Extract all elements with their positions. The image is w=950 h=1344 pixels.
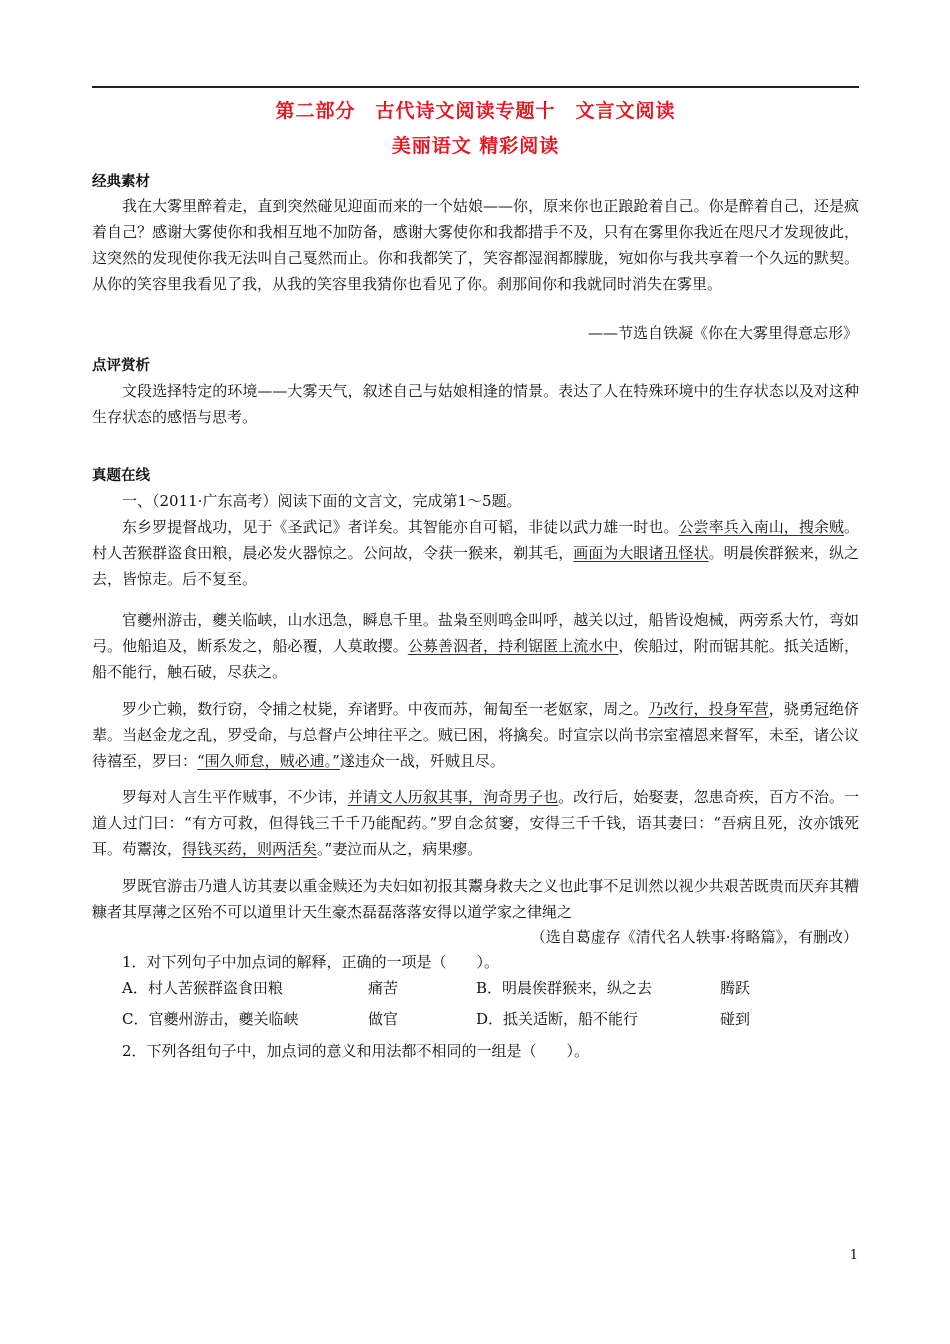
option-c-answer: 做官	[368, 1010, 399, 1028]
review-passage: 文段选择特定的环境——大雾天气，叙述自己与姑娘相逢的情景。表达了人在特殊环境中的生存状态以及对这种生存状态的感悟与思考。	[92, 382, 859, 426]
option-d: D．抵关适断，船不能行	[476, 1010, 639, 1028]
option-d-answer: 碰到	[720, 1010, 751, 1028]
page-number: 1	[849, 1248, 858, 1263]
option-b-answer: 腾跃	[720, 979, 751, 997]
passage-paragraph-1: 东乡罗提督战功，见于《圣武记》者详矣。其智能亦自可韬，非徒以武力雄一时也。公尝率兵入南山，搜余贼。村人苦猴群盗食田粮，晨必发火器惊之。公问故，令获一猴来，剃其毛，画面为大眼诸丑怪状。明晨俟群猴来，纵之去，皆惊走。后不复至。	[92, 518, 859, 588]
option-b: B．明晨俟群猴来，纵之去	[476, 979, 653, 997]
section-heading-review: 点评赏析	[92, 358, 150, 374]
option-c: C．官夔州游击，夔关临峡	[122, 1010, 299, 1028]
page-subtitle: 美丽语文 精彩阅读	[391, 135, 560, 157]
passage-paragraph-4: 罗每对人言生平作贼事，不少讳，并请文人历叙其事，洵奇男子也。改行后，始娶妻，忽患奇疾，百方不治。一道人过门曰：“有方可救，但得钱三千千乃能配药。”罗自念贫窭，安得三千千钱，语其妻曰：“吾病且死，汝亦饿死耳。苟鬻汝，得钱买药，则两活矣。”妻泣而从之，病果瘳。	[92, 788, 859, 858]
passage-paragraph-2: 官夔州游击，夔关临峡，山水迅急，瞬息千里。盐枭至则鸣金叫呼，越关以过，船皆设炮械，两旁系大竹，弯如弓。他船追及，断系发之，船必覆，人莫敢撄。公募善泅者，持利锯匿上流水中，俟船过，附而锯其舵。抵关适断，船不能行，触石破，尽获之。	[92, 611, 859, 681]
section-heading-classic: 经典素材	[92, 174, 150, 190]
question-1: 1．对下列句子中加点词的解释，正确的一项是（ ）。	[122, 953, 500, 971]
passage-source: （选自葛虚存《清代名人轶事·将略篇》，有删改）	[530, 928, 858, 946]
option-a: A．村人苦猴群盗食田粮	[122, 979, 283, 997]
classic-passage: 我在大雾里醉着走，直到突然碰见迎面而来的一个姑娘——你，原来你也正踉跄着自己。你是醉着自己，还是疯着自己？感谢大雾使你和我相互地不加防备，感谢大雾使你和我都措手不及，只有在雾里你我近在咫尺才发现彼此，这突然的发现使你我无法叫自己戛然而止。你和我都笑了，笑容都湿润都朦胧，宛如你与我共享着一个久远的默契。从你的笑容里我看见了我，从我的笑容里我猜你也看见了你。刹那间你和我就同时消失在雾里。	[92, 197, 859, 293]
exam-intro: 一、（2011·广东高考）阅读下面的文言文，完成第1～5题。	[122, 492, 522, 510]
page-title: 第二部分 古代诗文阅读专题十 文言文阅读	[275, 100, 676, 122]
question-2: 2．下列各组句子中，加点词的意义和用法都不相同的一组是（ ）。	[122, 1042, 590, 1060]
passage-paragraph-3: 罗少亡赖，数行窃，令捕之杖毙，弃诸野。中夜而苏，匍匐至一老妪家，周之。乃改行，投身军营，骁勇冠绝侪辈。当赵金龙之乱，罗受命，与总督卢公坤往平之。贼已困，将擒矣。时宣宗以尚书宗室禧恩来督军，未至，诸公议待禧至，罗曰：“围久师怠，贼必逋。”遂违众一战，歼贼且尽。	[92, 700, 859, 770]
classic-source: ——节选自铁凝《你在大雾里得意忘形》	[587, 324, 858, 342]
option-a-answer: 痛苦	[368, 979, 399, 997]
passage-paragraph-5: 罗既官游击乃遣人访其妻以重金赎还为夫妇如初报其鬻身救夫之义也此事不足训然以视少共艰苦既贵而厌弃其糟糠者其厚薄之区殆不可以道里计天生豪杰磊磊落落安得以道学家之律绳之	[92, 877, 859, 921]
top-rule	[92, 86, 859, 88]
section-heading-exam: 真题在线	[92, 468, 150, 484]
